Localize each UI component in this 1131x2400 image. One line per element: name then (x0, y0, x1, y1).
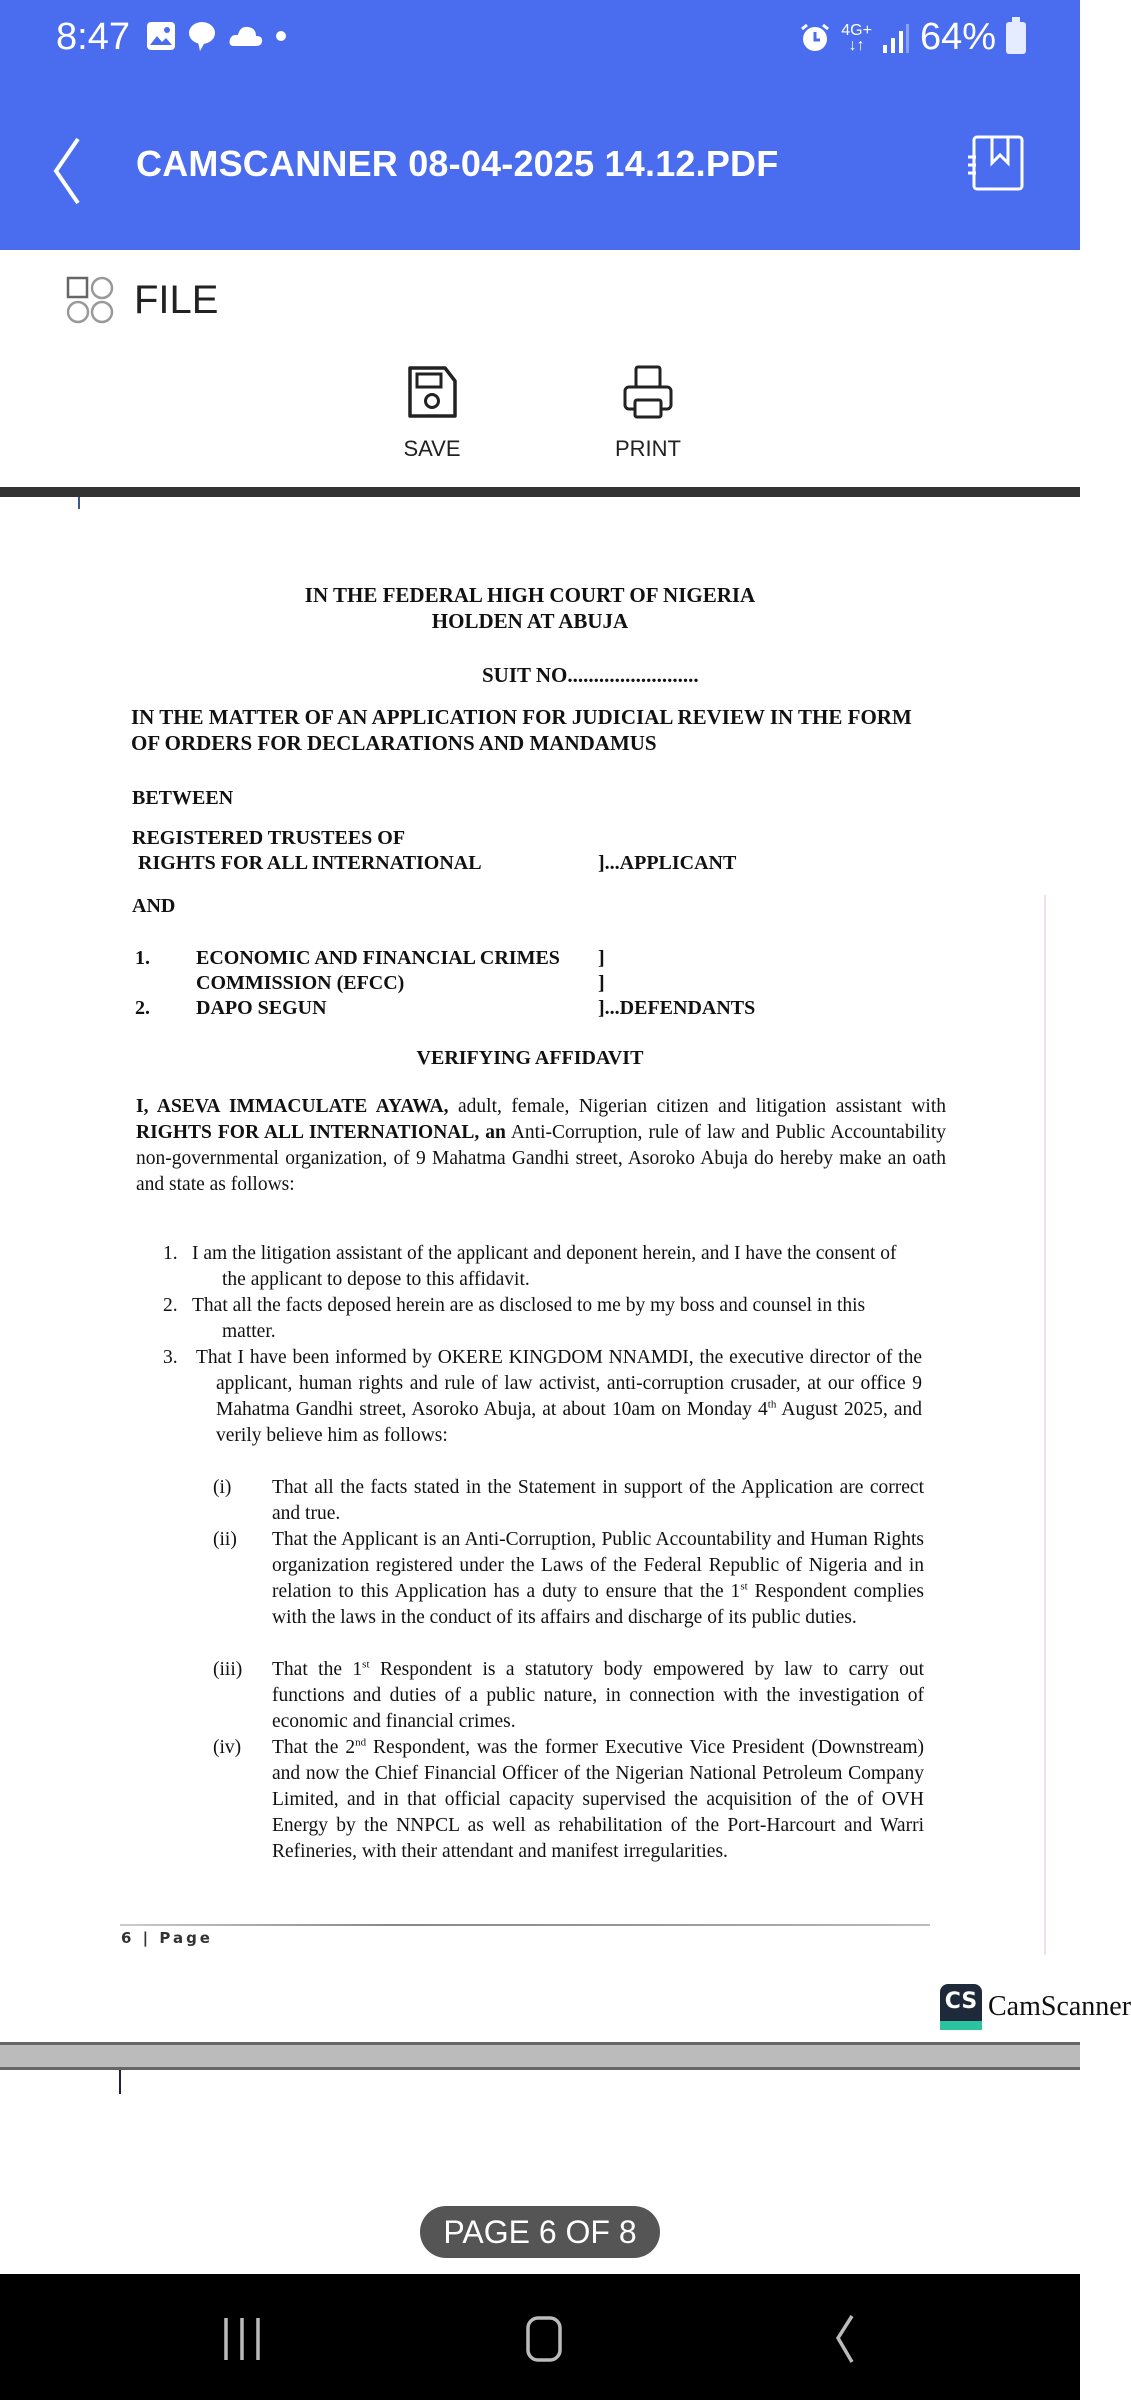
toolbar-divider (0, 487, 1080, 497)
sub-iv-sup: nd (355, 1736, 367, 1749)
camscanner-text: CamScanner (988, 1991, 1131, 2022)
apps-grid-icon (66, 276, 114, 324)
sub-iii-num: (iii) (213, 1659, 243, 1680)
sub-iv-text (272, 1735, 924, 1865)
affidavit-heading: VERIFYING AFFIDAVIT (416, 1047, 644, 1069)
page-edge-mark (78, 497, 80, 509)
para-2-text (192, 1293, 922, 1345)
gallery-icon (146, 21, 176, 51)
sub-iii-sup: st (362, 1658, 370, 1671)
para-1-body: I am the litigation assistant of the applicant and deponent herein, and I have the consent of the applicant to depose to this affidavit. (192, 1243, 897, 1290)
sub-iii-body-a: That the 1 (272, 1659, 363, 1680)
save-label: SAVE (403, 436, 461, 461)
file-menu[interactable] (66, 276, 218, 324)
suit-number: SUIT NO......................... (482, 663, 699, 687)
deponent-name: I, ASEVA IMMACULATE AYAWA, (136, 1096, 449, 1117)
battery-icon (1006, 22, 1026, 54)
sub-i-body: That all the facts stated in the Statement in support of the Application are correct and true. (272, 1477, 924, 1524)
matter-line-1: IN THE MATTER OF AN APPLICATION FOR JUDICIAL REVIEW IN THE FORM (131, 705, 912, 729)
document-title: CAMSCANNER 08-04-2025 14.12.PDF (136, 143, 779, 184)
para-2-body: That all the facts deposed herein are as disclosed to me by my boss and counsel in this matter. (192, 1295, 866, 1342)
file-label: FILE (134, 277, 219, 322)
system-nav-bar (0, 2274, 1080, 2400)
sub-iv-num: (iv) (213, 1737, 242, 1758)
between-label: BETWEEN (132, 787, 234, 809)
defendant-1-bracket-2: ] (598, 972, 605, 994)
camscanner-logo: CS (940, 1984, 982, 2030)
page-indicator: PAGE 6 OF 8 (420, 2206, 660, 2258)
court-line-1: IN THE FEDERAL HIGH COURT OF NIGERIA (304, 583, 756, 607)
print-button[interactable] (588, 365, 708, 462)
pdf-page[interactable] (0, 497, 1080, 2042)
sub-i-num: (i) (213, 1477, 232, 1498)
sub-ii-num: (ii) (213, 1529, 237, 1550)
camscanner-watermark (940, 1984, 1131, 2030)
battery-percent: 64% (919, 16, 996, 58)
intro-text-2: Anti-Corruption, rule of law and Public Accountability non-governmental organization, of 9 Mahatma Gandhi street, Asoroko Abuja do hereby make an oath and state as follows: (136, 1122, 946, 1195)
applicant-line-2: RIGHTS FOR ALL INTERNATIONAL (138, 852, 482, 874)
para-3-body-a: That I have been informed by OKERE KINGDOM NNAMDI, the executive director of the applicant, human rights and rule of law activist, anti-corruption crusader, at our office 9 Mahatma Gandhi street, Asoroko Abuja, at about 10am on Monday 4 (196, 1347, 922, 1420)
applicant-line-1: REGISTERED TRUSTEES OF (132, 827, 406, 849)
intro-paragraph (136, 1094, 946, 1198)
sub-iii-text (272, 1657, 924, 1735)
sub-iv-body-b: Respondent, was the former Executive Vice President (Downstream) and now the Chief Financial Officer of the Nigerian National Petroleum Company Limited, and in that official capacity supervised the acquisition of the of OVH Energy by the NNPCL as well as rehabilitation of the Port-Harcourt and Warri Refineries, with their attendant and manifest irregularities. (272, 1737, 924, 1862)
sub-ii-body-a: That the Applicant is an Anti-Corruption, Public Accountability and Human Rights organization registered under the Laws of the Federal Republic of Nigeria and in relation to this Application has a duty to ensure that the 1 (272, 1529, 924, 1602)
save-icon (405, 365, 459, 419)
defendant-1-bracket-1: ] (598, 947, 605, 969)
file-toolbar (0, 250, 1080, 487)
signal-icon (882, 23, 910, 53)
para-3-sup: th (767, 1398, 777, 1411)
save-button[interactable] (372, 365, 492, 462)
and-label: AND (132, 895, 176, 917)
defendant-1-line-2: COMMISSION (EFCC) (196, 972, 405, 994)
sub-ii-text (272, 1527, 924, 1631)
court-line-2: HOLDEN AT ABUJA (431, 609, 629, 633)
defendant-2-num: 2. (135, 997, 150, 1019)
sub-ii-sup: st (740, 1580, 748, 1593)
para-3-body-b: August 2025, and verily believe him as follows: (216, 1399, 922, 1446)
4g-icon: 4G+ ↓↑ (841, 21, 872, 54)
para-3-text (196, 1345, 922, 1449)
sub-iv-body-a: That the 2 (272, 1737, 356, 1758)
sub-i-text (272, 1475, 924, 1527)
chat-icon (186, 20, 218, 52)
sub-ii-body-b: Respondent complies with the laws in the conduct of its affairs and discharge of its public duties. (272, 1581, 924, 1628)
back-icon[interactable] (816, 2314, 876, 2364)
alarm-icon (799, 22, 831, 54)
footer-rule (120, 1924, 930, 1926)
page-footer: 6 | Page (121, 1929, 213, 1947)
network-type: 4G+ (841, 21, 872, 39)
defendant-1-line-1: ECONOMIC AND FINANCIAL CRIMES (196, 947, 560, 969)
page-separator (0, 2042, 1080, 2070)
defendant-2-line-1: DAPO SEGUN (196, 997, 327, 1019)
status-bar (0, 14, 1080, 64)
page-edge-mark (119, 2070, 121, 2094)
dot-icon (274, 29, 288, 43)
para-3-num: 3. (163, 1347, 178, 1368)
para-2-num: 2. (163, 1295, 178, 1316)
print-label: PRINT (615, 436, 681, 461)
para-1-num: 1. (163, 1243, 178, 1264)
status-time: 8:47 (56, 16, 130, 58)
organization-name: RIGHTS FOR ALL INTERNATIONAL, an (136, 1122, 506, 1143)
sub-iii-body-b: Respondent is a statutory body empowered by law to carry out functions and duties of a public nature, in connection with the investigation of economic and financial crimes. (272, 1659, 924, 1732)
recents-icon[interactable] (212, 2314, 272, 2364)
defendant-2-role: ]...DEFENDANTS (598, 997, 756, 1019)
para-1-text (192, 1241, 922, 1293)
app-header (0, 0, 1080, 250)
home-icon[interactable] (514, 2314, 574, 2364)
bookmark-list-icon[interactable] (968, 135, 1024, 191)
applicant-role: ]...APPLICANT (598, 852, 737, 874)
cloud-icon (228, 22, 264, 50)
print-icon (621, 365, 675, 419)
matter-line-2: OF ORDERS FOR DECLARATIONS AND MANDAMUS (131, 731, 657, 755)
intro-text-1: adult, female, Nigerian citizen and litigation assistant with (448, 1096, 946, 1117)
back-button[interactable] (46, 133, 96, 203)
defendant-1-num: 1. (135, 947, 150, 969)
